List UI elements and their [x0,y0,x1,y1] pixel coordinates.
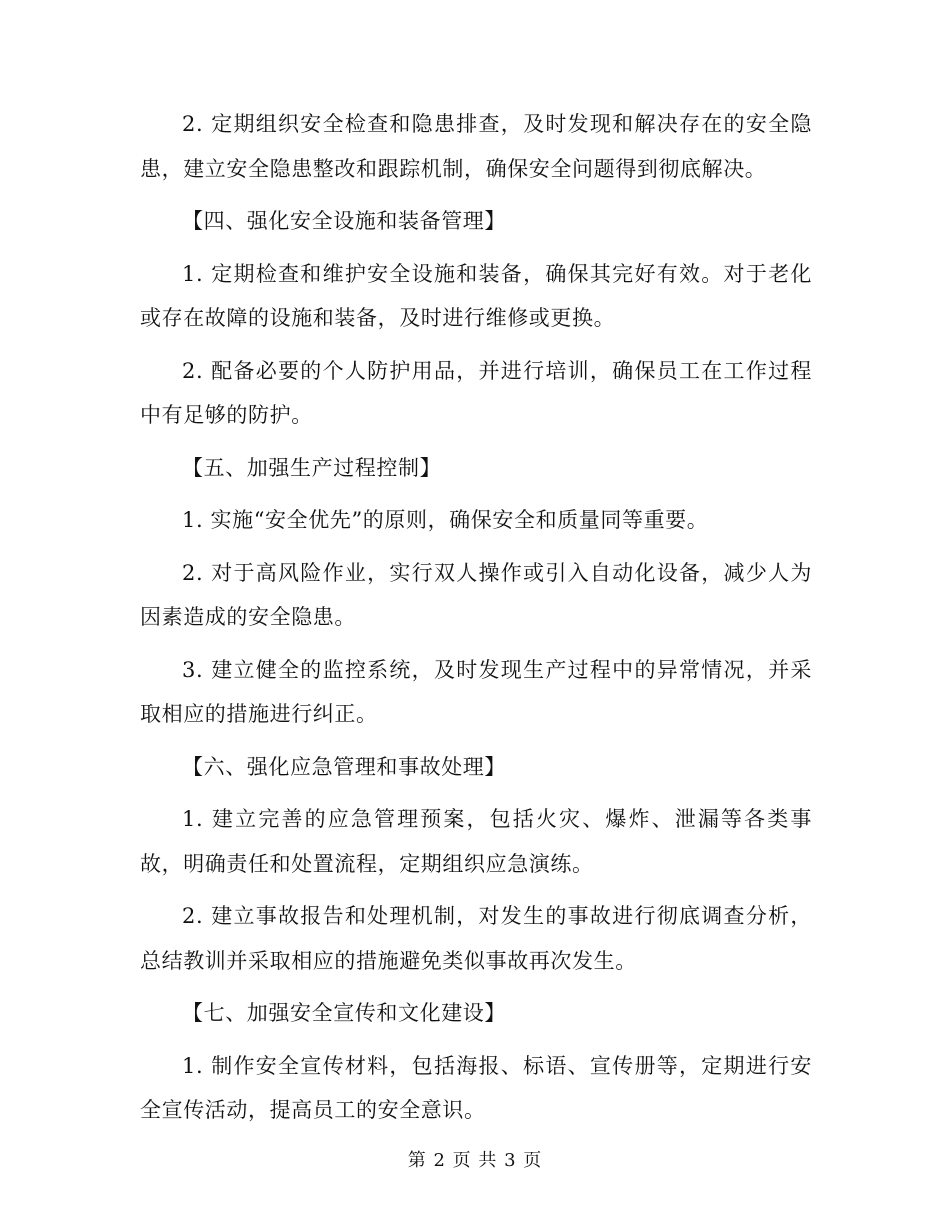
section-heading-5: 【五、加强生产过程控制】 [182,455,442,480]
paragraph-protective-equipment: 2. 配备必要的个人防护用品，并进行培训，确保员工在工作过程中有足够的防护。 [140,358,812,427]
paragraph-high-risk-work: 2. 对于高风险作业，实行双人操作或引入自动化设备，减少人为因素造成的安全隐患。 [140,560,812,629]
section-heading-7: 【七、加强安全宣传和文化建设】 [182,1001,506,1025]
page-number-footer: 第 2 页 共 3 页 [407,1150,543,1171]
paragraph-accident-reporting: 2. 建立事故报告和处理机制，对发生的事故进行彻底调查分析，总结教训并采取相应的措施避免类似事故再次发生。 [140,904,812,973]
paragraph-safety-first: 1. 实施“安全优先”的原则，确保安全和质量同等重要。 [182,508,709,532]
paragraph-emergency-plan: 1. 建立完善的应急管理预案，包括火灾、爆炸、泄漏等各类事故，明确责任和处置流程，定期组织应急演练。 [140,807,812,876]
document-body [140,102,812,1141]
section-heading-6: 【六、强化应急管理和事故处理】 [182,754,506,779]
paragraph-safety-publicity: 1. 制作安全宣传材料，包括海报、标语、宣传册等，定期进行安全宣传活动，提高员工的安全意识。 [140,1053,812,1122]
paragraph-monitoring-system: 3. 建立健全的监控系统，及时发现生产过程中的异常情况，并采取相应的措施进行纠正。 [140,657,812,726]
paragraph-facility-maintenance: 1. 定期检查和维护安全设施和装备，确保其完好有效。对于老化或存在故障的设施和装备，及时进行维修或更换。 [140,261,812,330]
paragraph-inspection: 2. 定期组织安全检查和隐患排查，及时发现和解决存在的安全隐患，建立安全隐患整改和跟踪机制，确保安全问题得到彻底解决。 [140,112,812,181]
section-heading-4: 【四、强化安全设施和装备管理】 [182,209,506,233]
